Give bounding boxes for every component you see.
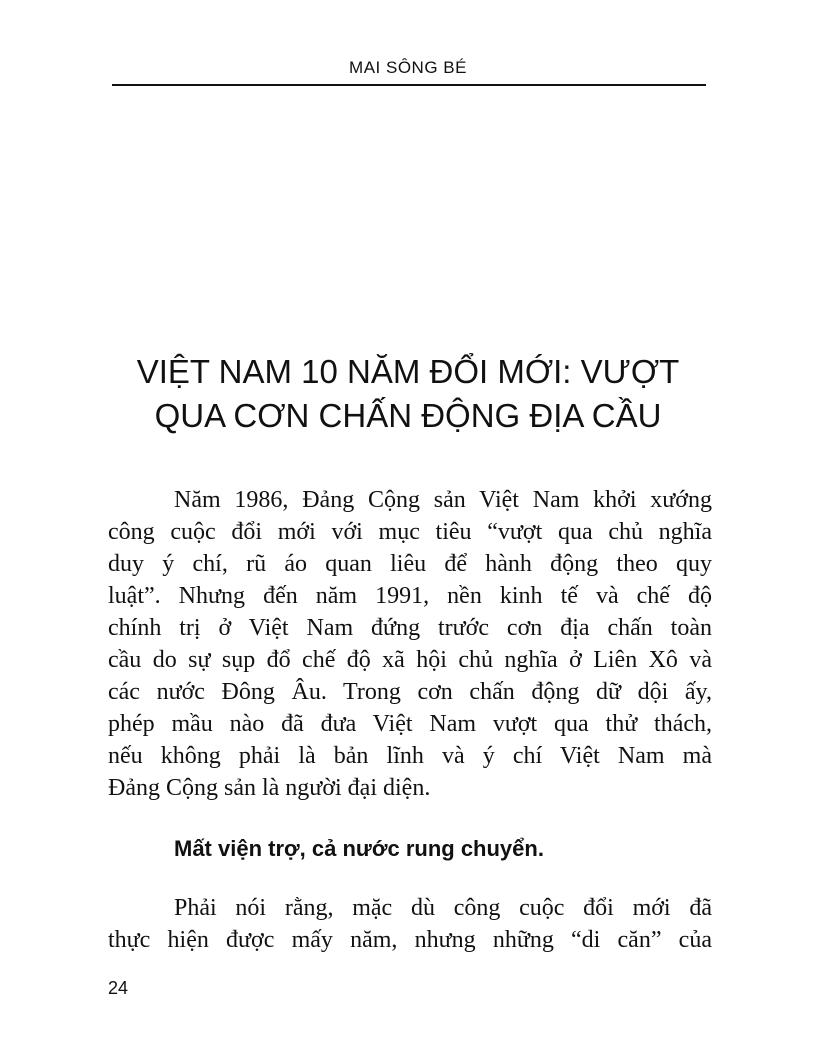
text-line: nếu không phải là bản lĩnh và ý chí Việt Nam mà: [108, 743, 712, 769]
chapter-title-line: QUA CƠN CHẤN ĐỘNG ĐỊA CẦU: [154, 397, 662, 434]
text-line: chính trị ở Việt Nam đứng trước cơn địa chấn toàn: [108, 615, 712, 641]
text-line: Năm 1986, Đảng Cộng sản Việt Nam khởi xướng: [174, 487, 712, 513]
text-line: thực hiện được mấy năm, nhưng những “di căn” của: [108, 927, 712, 953]
body-paragraph: [108, 892, 712, 956]
text-line: các nước Đông Âu. Trong cơn chấn động dữ dội ấy,: [108, 679, 712, 705]
chapter-title: [100, 350, 716, 438]
header-rule: [112, 84, 706, 86]
text-line: duy ý chí, rũ áo quan liêu để hành động theo quy: [108, 551, 712, 577]
text-line: Phải nói rằng, mặc dù công cuộc đổi mới đã: [174, 895, 712, 921]
text-line: công cuộc đổi mới với mục tiêu “vượt qua chủ nghĩa: [108, 519, 712, 545]
running-head: MAI SÔNG BÉ: [349, 58, 467, 77]
body-paragraph: [108, 484, 712, 804]
page-number: 24: [108, 978, 129, 998]
text-line: Đảng Cộng sản là người đại diện.: [108, 775, 431, 801]
text-line: luật”. Nhưng đến năm 1991, nền kinh tế và chế độ: [108, 583, 712, 609]
section-subheading: Mất viện trợ, cả nước rung chuyển.: [174, 836, 544, 861]
text-line: cầu do sự sụp đổ chế độ xã hội chủ nghĩa ở Liên Xô và: [108, 647, 712, 673]
text-line: phép mầu nào đã đưa Việt Nam vượt qua thử thách,: [108, 711, 712, 737]
chapter-title-line: VIỆT NAM 10 NĂM ĐỔI MỚI: VƯỢT: [136, 353, 680, 390]
